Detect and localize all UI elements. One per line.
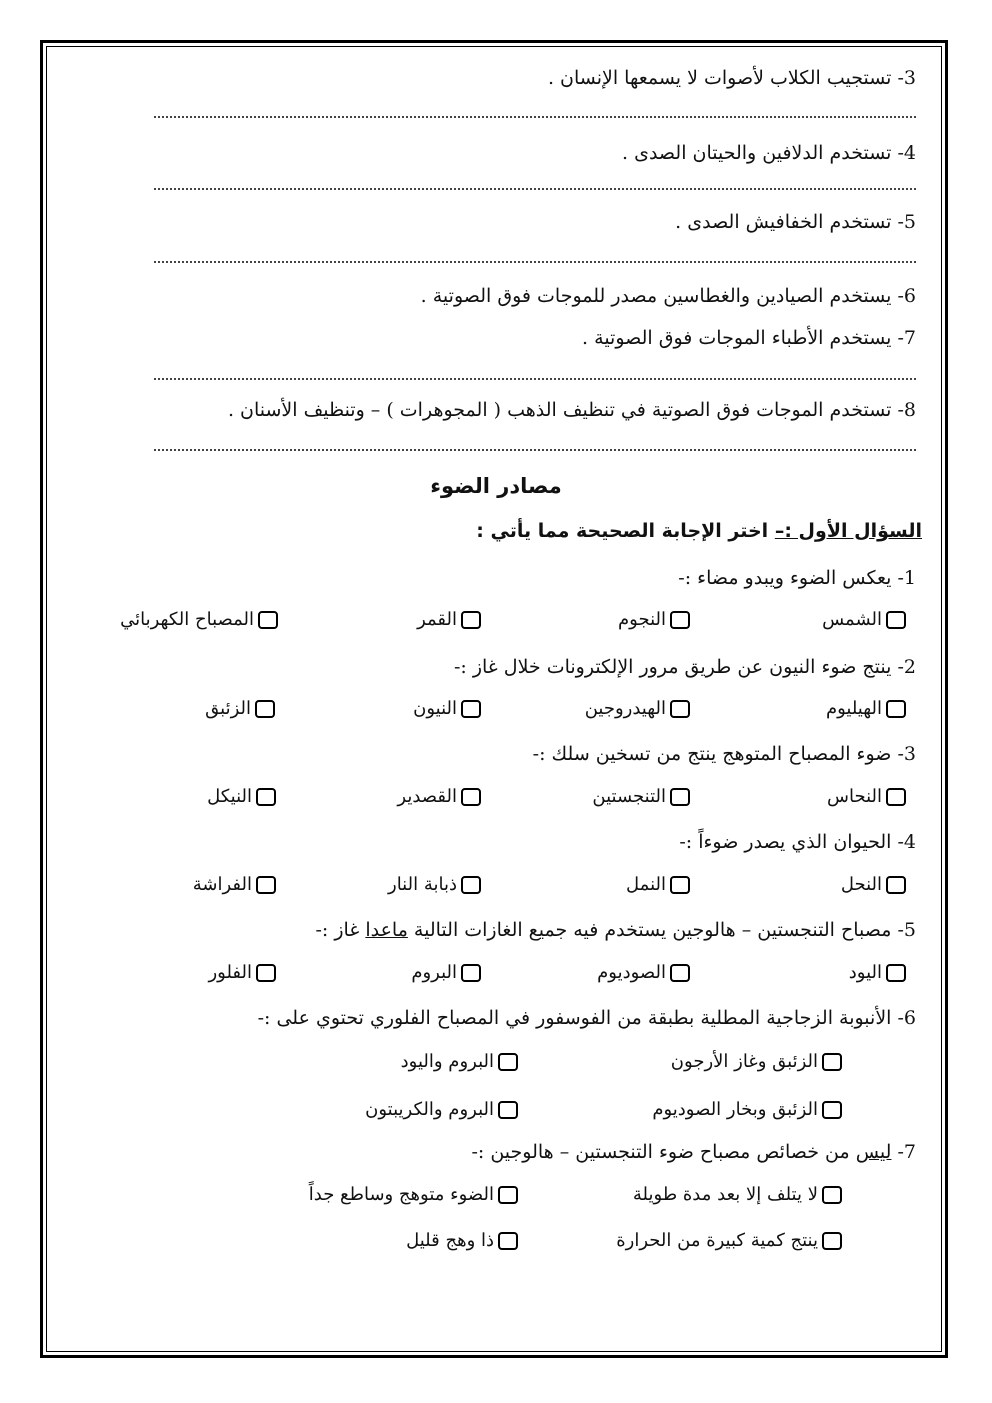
checkbox[interactable] [886,964,906,982]
question-one-instruction: اختر الإجابة الصحيحة مما يأتي : [476,520,775,542]
checkbox[interactable] [886,876,906,894]
answer-line-8 [154,449,916,451]
checkbox[interactable] [886,611,906,629]
checkbox[interactable] [886,700,906,718]
question-one-label: السؤال الأول :– [774,520,922,542]
q4-option-4[interactable]: الفراشة [193,873,276,897]
q6-option-2[interactable]: البروم واليود [401,1050,518,1074]
checkbox[interactable] [255,700,275,718]
checkbox[interactable] [822,1053,842,1071]
q2-option-2[interactable]: الهيدروجين [585,697,690,721]
checkbox[interactable] [498,1186,518,1204]
q6-option-1[interactable]: الزئبق وغاز الأرجون [671,1050,842,1074]
question-5-text: 5- مصباح التنجستين – هالوجين يستخدم فيه جميع الغازات التالية ماعدا غاز :- [315,919,916,941]
question-3-text: 3- ضوء المصباح المتوهج ينتج من تسخين سلك :- [532,743,916,765]
checkbox[interactable] [822,1232,842,1250]
question-6-text: 6- الأنبوبة الزجاجية المطلية بطبقة من الفوسفور في المصباح الفلوري تحتوي على :- [257,1007,916,1029]
q6-option-3[interactable]: الزئبق وبخار الصوديوم [652,1098,842,1122]
question-1-text: 1- يعكس الضوء ويبدو مضاء :- [678,567,916,589]
checkbox[interactable] [258,611,278,629]
answer-line-7 [154,378,916,380]
question-2-text: 2- ينتج ضوء النيون عن طريق مرور الإلكترونات خلال غاز :- [453,656,916,678]
q2-option-4[interactable]: الزئبق [205,697,275,721]
q2-option-3[interactable]: النيون [413,697,481,721]
checkbox[interactable] [256,788,276,806]
checkbox[interactable] [461,964,481,982]
answer-line-5 [154,261,916,263]
checkbox[interactable] [461,876,481,894]
checkbox[interactable] [461,611,481,629]
question-4-text: 4- الحيوان الذي يصدر ضوءاً :- [679,831,916,853]
except-word: ماعدا [365,919,408,941]
item-7: 7- يستخدم الأطباء الموجات فوق الصوتية . [582,327,916,349]
question-one-heading [476,520,922,542]
q1-option-1[interactable]: الشمس [822,608,906,632]
checkbox[interactable] [886,788,906,806]
q6-option-4[interactable]: البروم والكريبتون [365,1098,518,1122]
item-6: 6- يستخدم الصيادين والغطاسين مصدر للموجات فوق الصوتية . [420,285,916,307]
item-5: 5- تستخدم الخفافيش الصدى . [675,211,916,233]
checkbox[interactable] [822,1186,842,1204]
q4-option-2[interactable]: النمل [626,873,690,897]
checkbox[interactable] [498,1101,518,1119]
q4-option-3[interactable]: ذبابة النار [388,873,481,897]
item-4: 4- تستخدم الدلافين والحيتان الصدى . [622,142,916,164]
q5-option-3[interactable]: البروم [411,961,481,985]
checkbox[interactable] [670,788,690,806]
q1-option-2[interactable]: النجوم [618,608,690,632]
checkbox[interactable] [498,1053,518,1071]
checkbox[interactable] [670,611,690,629]
q5-option-4[interactable]: الفلور [208,961,276,985]
checkbox[interactable] [461,700,481,718]
item-3: 3- تستجيب الكلاب لأصوات لا يسمعها الإنسان . [547,67,916,89]
q2-option-1[interactable]: الهيليوم [826,697,906,721]
checkbox[interactable] [822,1101,842,1119]
question-7-text: 7- ليس من خصائص مصباح ضوء التنجستين – هالوجين :- [471,1141,916,1163]
q5-option-1[interactable]: اليود [849,961,906,985]
item-8: 8- تستخدم الموجات فوق الصوتية في تنظيف الذهب ( المجوهرات ) – وتنظيف الأسنان . [227,399,916,421]
q3-option-2[interactable]: التنجستين [592,785,690,809]
checkbox[interactable] [256,876,276,894]
checkbox[interactable] [670,964,690,982]
checkbox[interactable] [256,964,276,982]
q7-option-2[interactable]: الضوء متوهج وساطع جداً [309,1183,518,1207]
checkbox[interactable] [498,1232,518,1250]
q7-option-4[interactable]: ذا وهج قليل [406,1229,518,1253]
answer-line-4 [154,188,916,190]
q3-option-3[interactable]: القصدير [397,785,481,809]
q4-option-1[interactable]: النحل [841,873,906,897]
not-word: ليس [855,1141,892,1163]
q5-option-2[interactable]: الصوديوم [597,961,690,985]
q3-option-1[interactable]: النحاس [827,785,906,809]
q1-option-4[interactable]: المصباح الكهربائي [120,608,278,632]
checkbox[interactable] [461,788,481,806]
q3-option-4[interactable]: النيكل [207,785,276,809]
section-title: مصادر الضوء [430,474,562,498]
q1-option-3[interactable]: القمر [417,608,481,632]
q7-option-3[interactable]: ينتج كمية كبيرة من الحرارة [616,1229,842,1253]
checkbox[interactable] [670,700,690,718]
answer-line-3 [154,116,916,118]
checkbox[interactable] [670,876,690,894]
q7-option-1[interactable]: لا يتلف إلا بعد مدة طويلة [633,1183,842,1207]
